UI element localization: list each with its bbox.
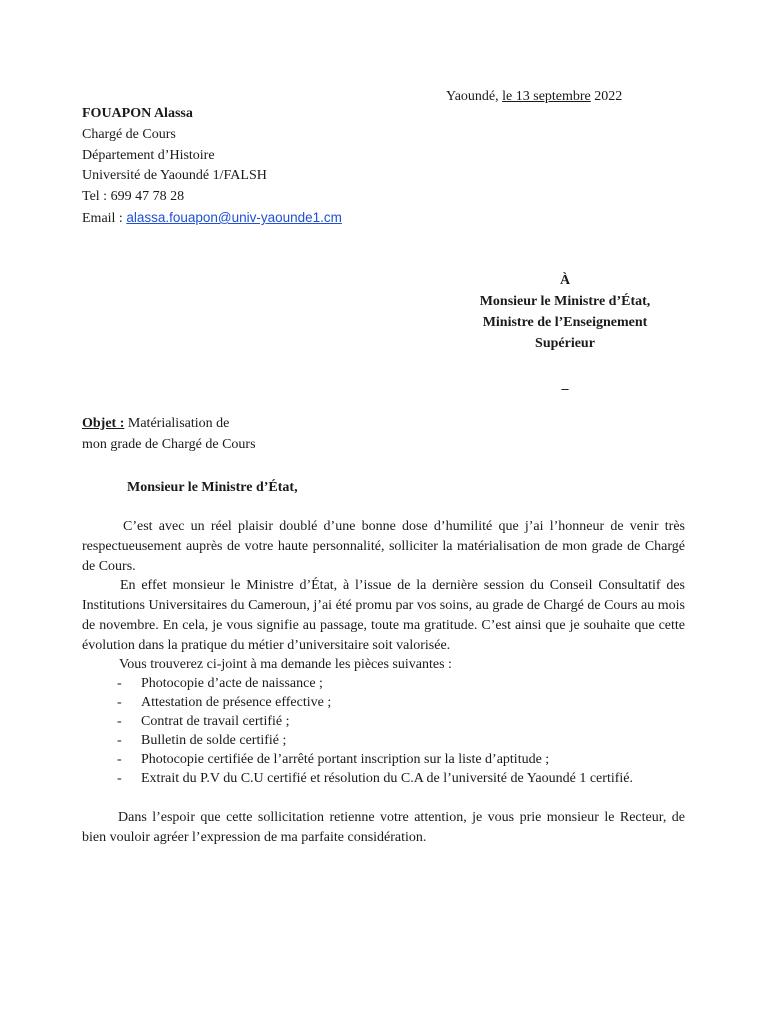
list-bullet: - — [117, 714, 122, 729]
subject-text-1: Matérialisation de — [124, 416, 230, 431]
list-item: Attestation de présence effective ; — [141, 695, 332, 710]
recipient-a: À — [559, 273, 571, 288]
list-bullet: - — [117, 752, 122, 767]
paragraph-2: En effet monsieur le Ministre d’État, à l’issue de la dernière session du Conseil Consultatif des Institutions Universitaires du Cameroun, j’ai été promu par vos soins, au grade de Chargé de Cours au mois de novembre. En cela, je vous signifie au passage, toute ma gratitude. C’est ainsi que je souhaite que cette évolution dans la pratique du métier d’universitaire soit valorisée. — [82, 578, 685, 653]
sender-tel: Tel : 699 47 78 28 — [82, 189, 185, 204]
email-link[interactable]: alassa.fouapon@univ-yaounde1.cm — [126, 210, 342, 225]
sender-title: Chargé de Cours — [82, 127, 176, 142]
list-bullet: - — [117, 695, 122, 710]
list-bullet: - — [117, 676, 122, 691]
list-item: Photocopie d’acte de naissance ; — [141, 676, 323, 691]
sender-university: Université de Yaoundé 1/FALSH — [82, 168, 267, 183]
subject-label: Objet : — [82, 416, 125, 431]
date-suffix: 2022 — [590, 89, 623, 104]
subject-line1 — [82, 414, 229, 434]
subject-line2: mon grade de Chargé de Cours — [82, 437, 256, 452]
list-item: Contrat de travail certifié ; — [141, 714, 290, 729]
paragraph-1: C’est avec un réel plaisir doublé d’une bonne dose d’humilité que j’ai l’honneur de venir très respectueusement auprès de votre haute personnalité, solliciter la matérialisation de mon grade de Chargé de Cours. — [82, 519, 685, 574]
list-bullet: - — [117, 771, 122, 786]
sender-name: FOUAPON Alassa — [82, 106, 193, 121]
recipient-line1: Monsieur le Ministre d’État, — [479, 294, 651, 309]
sender-department: Département d’Histoire — [82, 148, 215, 163]
sender-email-line — [82, 208, 342, 229]
recipient-dash: _ — [561, 377, 569, 392]
list-item: Bulletin de solde certifié ; — [141, 733, 287, 748]
list-item: Photocopie certifiée de l’arrêté portant inscription sur la liste d’aptitude ; — [141, 752, 550, 767]
email-label: Email : — [82, 211, 127, 226]
list-bullet: - — [117, 733, 122, 748]
salutation: Monsieur le Ministre d’État, — [127, 480, 298, 495]
date-underlined: le 13 septembre — [502, 89, 591, 104]
recipient-line3: Supérieur — [535, 336, 595, 351]
date-prefix: Yaoundé, — [446, 89, 503, 104]
list-item: Extrait du P.V du C.U certifié et résolution du C.A de l’université de Yaoundé 1 certifié. — [141, 771, 633, 786]
recipient-line2: Ministre de l’Enseignement — [482, 315, 648, 330]
letter-date — [446, 87, 622, 107]
closing-paragraph: Dans l’espoir que cette sollicitation retienne votre attention, je vous prie monsieur le Recteur, de bien vouloir agréer l’expression de ma parfaite considération. — [82, 810, 685, 845]
paragraph-3: Vous trouverez ci-joint à ma demande les pièces suivantes : — [119, 657, 452, 672]
